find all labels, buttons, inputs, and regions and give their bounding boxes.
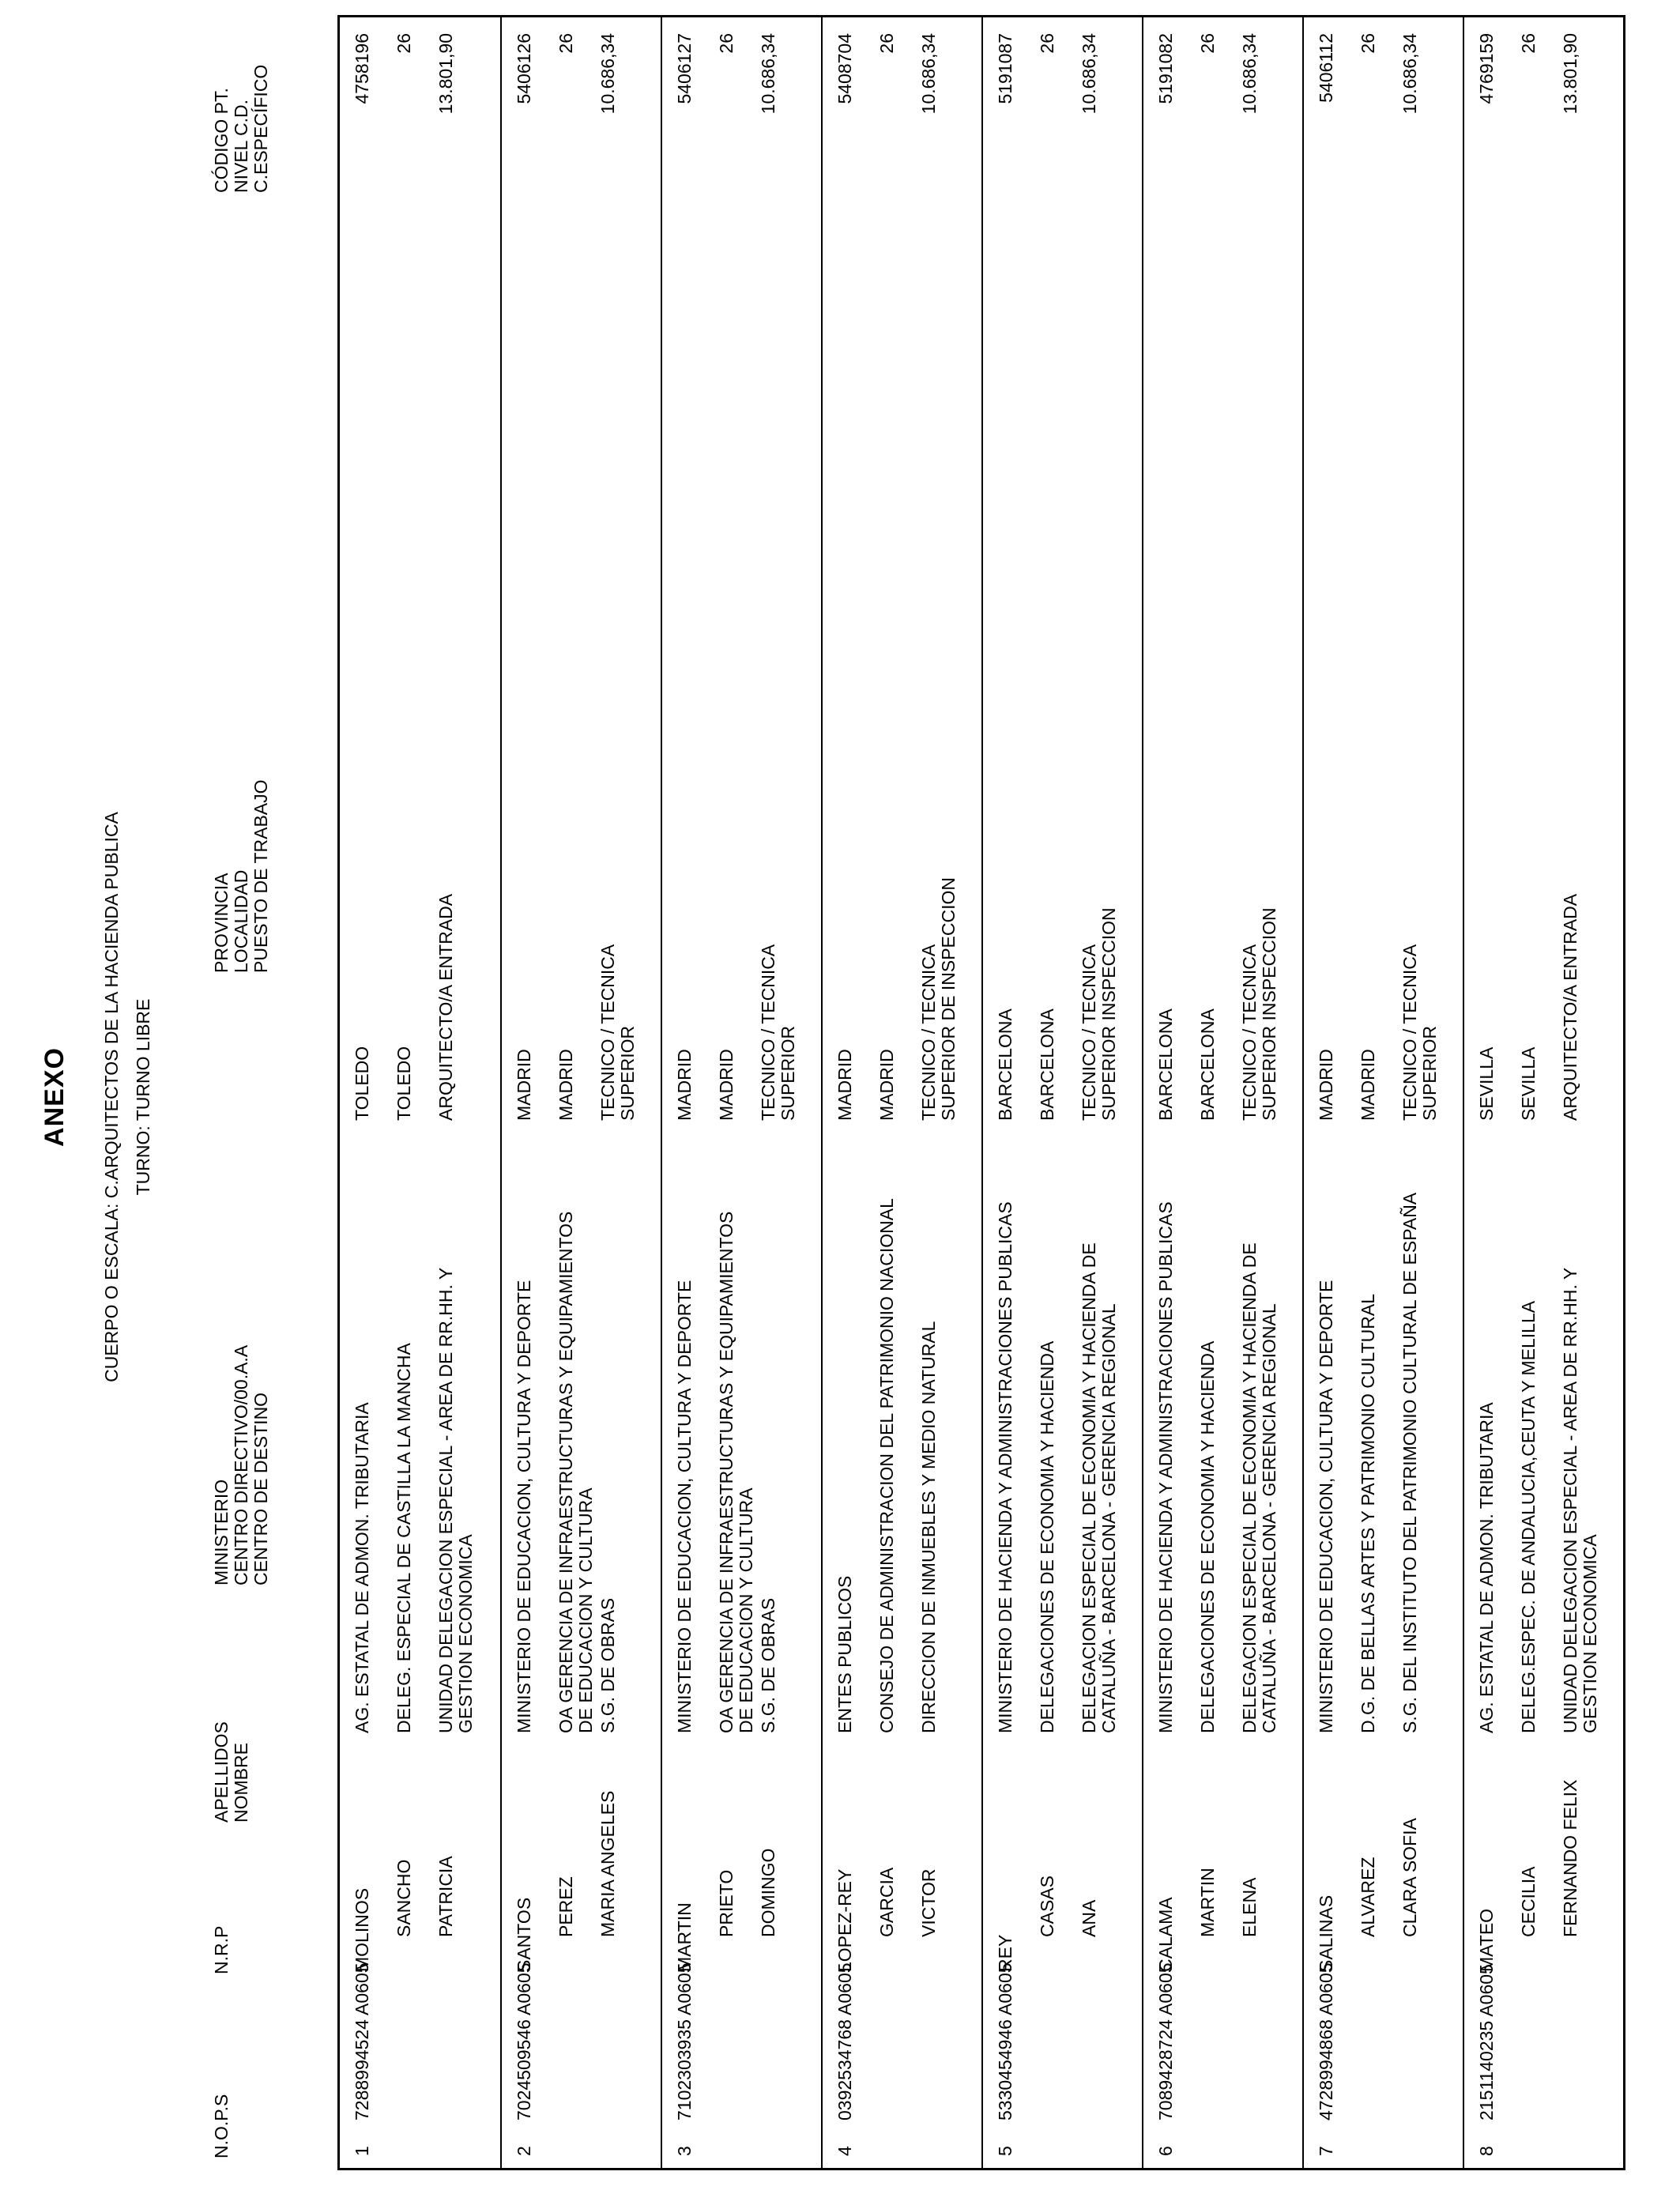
row-apellido1: SANTOS [514, 1897, 534, 1972]
row-codigo: 5191082 [1155, 33, 1176, 104]
row-centro-destino: S.G. DE OBRAS [597, 1597, 618, 1733]
row-puesto: TECNICO / TECNICA SUPERIOR DE INSPECCION [918, 877, 959, 1121]
row-apellido1: LOPEZ-REY [834, 1868, 855, 1972]
row-localidad: BARCELONA [1037, 1008, 1057, 1121]
candidates-table [337, 15, 1625, 2170]
row-apellido1: REY [995, 1934, 1015, 1972]
row-nrp: 0392534768 A0605 [834, 1962, 855, 2120]
row-provincia: MADRID [514, 1049, 534, 1121]
table-row [1463, 17, 1623, 2168]
row-localidad: MADRID [556, 1049, 576, 1121]
row-number: 2 [514, 2146, 534, 2156]
row-nivel: 26 [1037, 33, 1057, 54]
row-puesto: TECNICO / TECNICA SUPERIOR INSPECCION [1239, 907, 1279, 1121]
row-centro-directivo: CONSEJO DE ADMINISTRACION DEL PATRIMONIO NACIONAL [876, 1198, 897, 1733]
row-nivel: 26 [394, 33, 414, 54]
row-centro-directivo: DELEGACIONES DE ECONOMIA Y HACIENDA [1037, 1340, 1057, 1733]
row-provincia: MADRID [834, 1049, 855, 1121]
row-nombre: MARIA ANGELES [597, 1790, 618, 1937]
row-apellido1: MOLINOS [352, 1887, 372, 1972]
table-row [500, 17, 661, 2168]
row-puesto: ARQUITECTO/A ENTRADA [435, 893, 456, 1121]
row-nivel: 26 [556, 33, 576, 54]
row-apellido2: PEREZ [556, 1876, 576, 1937]
row-especifico: 10.686,34 [597, 33, 618, 115]
row-number: 6 [1155, 2146, 1176, 2156]
row-centro-directivo: DELEG. ESPECIAL DE CASTILLA LA MANCHA [394, 1343, 414, 1733]
header-codigo: CÓDIGO PT. NIVEL C.D. C.ESPECÍFICO [211, 64, 271, 193]
row-localidad: TOLEDO [394, 1046, 414, 1121]
row-nrp: 7024509546 A0605 [514, 1962, 534, 2120]
row-centro-directivo: DELEGACIONES DE ECONOMIA Y HACIENDA [1197, 1340, 1218, 1733]
row-centro-directivo: OA GERENCIA DE INFRAESTRUCTURAS Y EQUIPAMIENTOS DE EDUCACION Y CULTURA [716, 1211, 756, 1733]
row-centro-destino: DELEGACION ESPECIAL DE ECONOMIA Y HACIENDA DE CATALUÑA - BARCELONA - GERENCIA REGIONAL [1079, 1242, 1119, 1733]
row-nombre: DOMINGO [758, 1848, 778, 1937]
row-ministerio: MINISTERIO DE HACIENDA Y ADMINISTRACIONES PUBLICAS [1155, 1201, 1176, 1733]
header-apellidos: APELLIDOS NOMBRE [211, 1721, 251, 1823]
header-provincia: PROVINCIA LOCALIDAD PUESTO DE TRABAJO [211, 779, 271, 973]
table-row [661, 17, 821, 2168]
row-codigo: 4758196 [352, 33, 372, 104]
row-nrp: 7288994524 A0605 [352, 1962, 372, 2120]
row-especifico: 10.686,34 [1239, 33, 1260, 115]
row-apellido1: MATEO [1476, 1908, 1497, 1972]
document-turno: TURNO: TURNO LIBRE [133, 998, 153, 1196]
table-row [340, 17, 500, 2168]
row-apellido2: SANCHO [394, 1859, 414, 1937]
table-row [1142, 17, 1302, 2168]
row-nivel: 26 [1197, 33, 1218, 54]
row-centro-destino: S.G. DE OBRAS [758, 1597, 778, 1733]
row-centro-directivo: DELEG.ESPEC. DE ANDALUCIA,CEUTA Y MELILLA [1518, 1300, 1539, 1733]
row-nivel: 26 [1518, 33, 1539, 54]
row-nivel: 26 [876, 33, 897, 54]
row-localidad: BARCELONA [1197, 1008, 1218, 1121]
row-ministerio: MINISTERIO DE EDUCACION, CULTURA Y DEPORTE [514, 1280, 534, 1733]
row-centro-destino: UNIDAD DELEGACION ESPECIAL - AREA DE RR.HH. Y GESTION ECONOMICA [435, 1268, 476, 1733]
row-codigo: 5408704 [834, 33, 855, 104]
row-localidad: MADRID [716, 1049, 736, 1121]
row-nombre: VICTOR [918, 1868, 939, 1937]
row-number: 8 [1476, 2146, 1497, 2156]
row-localidad: MADRID [1358, 1049, 1378, 1121]
row-number: 1 [352, 2146, 372, 2156]
document-subtitle: CUERPO O ESCALA: C.ARQUITECTOS DE LA HACIENDA PUBLICA [101, 812, 122, 1382]
row-nombre: ANA [1079, 1899, 1099, 1937]
row-provincia: BARCELONA [1155, 1008, 1176, 1121]
row-provincia: TOLEDO [352, 1046, 372, 1121]
row-puesto: TECNICO / TECNICA SUPERIOR INSPECCION [1079, 907, 1119, 1121]
row-nombre: FERNANDO FELIX [1560, 1779, 1580, 1937]
row-nivel: 26 [716, 33, 736, 54]
row-centro-destino: S.G. DEL INSTITUTO DEL PATRIMONIO CULTURAL DE ESPAÑA [1399, 1192, 1420, 1733]
row-puesto: TECNICO / TECNICA SUPERIOR [758, 945, 798, 1121]
row-apellido1: SALINAS [1316, 1894, 1336, 1972]
row-especifico: 10.686,34 [918, 33, 939, 115]
row-centro-directivo: OA GERENCIA DE INFRAESTRUCTURAS Y EQUIPAMIENTOS DE EDUCACION Y CULTURA [556, 1211, 596, 1733]
row-especifico: 10.686,34 [758, 33, 778, 115]
row-apellido2: MARTIN [1197, 1868, 1218, 1937]
row-apellido1: CALAMA [1155, 1897, 1176, 1972]
row-especifico: 13.801,90 [435, 33, 456, 115]
row-centro-directivo: D.G. DE BELLAS ARTES Y PATRIMONIO CULTURAL [1358, 1294, 1378, 1733]
row-nombre: CLARA SOFIA [1399, 1818, 1420, 1937]
table-row [1302, 17, 1463, 2168]
row-ministerio: AG. ESTATAL DE ADMON. TRIBUTARIA [1476, 1402, 1497, 1733]
row-number: 4 [834, 2146, 855, 2156]
row-puesto: ARQUITECTO/A ENTRADA [1560, 893, 1580, 1121]
row-apellido2: GARCIA [876, 1867, 897, 1937]
row-ministerio: MINISTERIO DE EDUCACION, CULTURA Y DEPORTE [1316, 1280, 1336, 1733]
row-localidad: SEVILLA [1518, 1046, 1539, 1121]
row-apellido2: CECILIA [1518, 1866, 1539, 1937]
table-row [821, 17, 981, 2168]
row-ministerio: MINISTERIO DE EDUCACION, CULTURA Y DEPORTE [674, 1280, 695, 1733]
header-nrp: N.R.P [211, 1925, 232, 1974]
row-codigo: 4769159 [1476, 33, 1497, 104]
row-nombre: PATRICIA [435, 1856, 456, 1937]
row-nrp: 7102303935 A0605 [674, 1962, 695, 2120]
row-provincia: BARCELONA [995, 1008, 1015, 1121]
header-nops: N.O.P.S [211, 2094, 232, 2158]
row-apellido2: ALVAREZ [1358, 1857, 1378, 1937]
row-codigo: 5406126 [514, 33, 534, 104]
row-centro-destino: DIRECCION DE INMUEBLES Y MEDIO NATURAL [918, 1321, 939, 1733]
row-codigo: 5406112 [1316, 33, 1336, 103]
row-puesto: TECNICO / TECNICA SUPERIOR [597, 945, 638, 1121]
row-centro-destino: DELEGACION ESPECIAL DE ECONOMIA Y HACIENDA DE CATALUÑA - BARCELONA - GERENCIA REGIONAL [1239, 1242, 1279, 1733]
row-provincia: MADRID [1316, 1049, 1336, 1121]
document-title: ANEXO [40, 1047, 70, 1147]
row-nrp: 5330454946 A0605 [995, 1962, 1015, 2120]
header-ministerio: MINISTERIO CENTRO DIRECTIVO/00.A.A CENTRO DE DESTINO [211, 1344, 271, 1585]
row-nrp: 2151140235 A0605 [1476, 1964, 1497, 2120]
row-provincia: MADRID [674, 1049, 695, 1121]
row-nrp: 4728994868 A0605 [1316, 1962, 1336, 2120]
row-apellido2: PRIETO [716, 1869, 736, 1937]
row-puesto: TECNICO / TECNICA SUPERIOR [1399, 945, 1440, 1121]
row-ministerio: MINISTERIO DE HACIENDA Y ADMINISTRACIONES PUBLICAS [995, 1201, 1015, 1733]
row-apellido2: CASAS [1037, 1875, 1057, 1937]
row-especifico: 10.686,34 [1399, 33, 1420, 115]
table-row [981, 17, 1142, 2168]
row-especifico: 10.686,34 [1079, 33, 1099, 115]
row-codigo: 5406127 [674, 33, 695, 104]
row-apellido1: MARTIN [674, 1902, 695, 1972]
row-number: 3 [674, 2146, 695, 2156]
row-localidad: MADRID [876, 1049, 897, 1121]
row-centro-destino: UNIDAD DELEGACION ESPECIAL - AREA DE RR.HH. Y GESTION ECONOMICA [1560, 1268, 1600, 1733]
row-especifico: 13.801,90 [1560, 33, 1580, 115]
row-provincia: SEVILLA [1476, 1046, 1497, 1121]
row-nombre: ELENA [1239, 1877, 1260, 1937]
row-ministerio: ENTES PUBLICOS [834, 1575, 855, 1733]
row-nivel: 26 [1358, 33, 1378, 54]
row-codigo: 5191087 [995, 33, 1015, 104]
row-number: 5 [995, 2146, 1015, 2156]
row-ministerio: AG. ESTATAL DE ADMON. TRIBUTARIA [352, 1402, 372, 1733]
row-number: 7 [1316, 2146, 1336, 2156]
row-nrp: 7089428724 A0605 [1155, 1962, 1176, 2120]
